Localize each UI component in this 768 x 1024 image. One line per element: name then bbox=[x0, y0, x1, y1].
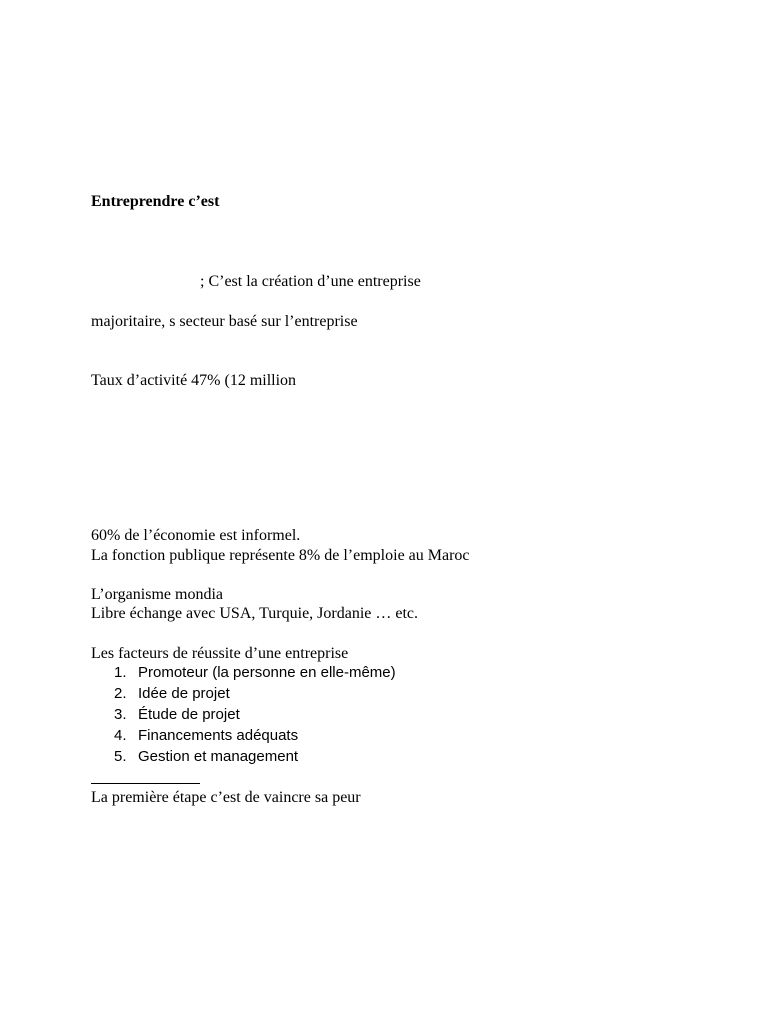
list-item-text: Gestion et management bbox=[138, 748, 299, 765]
list-item-text: Étude de projet bbox=[138, 706, 240, 723]
sector-line: majoritaire, s secteur basé sur l’entreprise bbox=[91, 313, 358, 330]
list-item-number: 5. bbox=[114, 748, 127, 765]
list-item-text: Promoteur (la personne en elle-même) bbox=[138, 664, 396, 681]
list-item-number: 1. bbox=[114, 664, 127, 681]
document-heading: Entreprendre c’est bbox=[91, 193, 220, 210]
list-item-text: Idée de projet bbox=[138, 685, 230, 702]
list-item bbox=[114, 683, 396, 704]
list-item-text: Financements adéquats bbox=[138, 727, 299, 744]
activity-rate-line: Taux d’activité 47% (12 million bbox=[91, 372, 297, 389]
list-item bbox=[114, 725, 396, 746]
list-item bbox=[114, 662, 396, 683]
world-organization-line: L’organisme mondia bbox=[91, 586, 223, 603]
free-trade-line: Libre échange avec USA, Turquie, Jordanie … etc. bbox=[91, 605, 419, 622]
public-sector-line: La fonction publique représente 8% de l’emploie au Maroc bbox=[91, 547, 470, 564]
footnote-text: La première étape c’est de vaincre sa peur bbox=[91, 789, 361, 806]
list-item bbox=[114, 746, 396, 767]
list-item bbox=[114, 704, 396, 725]
success-factors-heading: Les facteurs de réussite d’une entreprise bbox=[91, 645, 349, 662]
success-factors-list bbox=[114, 662, 396, 767]
list-item-number: 4. bbox=[114, 727, 127, 744]
list-item-number: 3. bbox=[114, 706, 127, 723]
informal-economy-line: 60% de l’économie est informel. bbox=[91, 527, 301, 544]
list-item-number: 2. bbox=[114, 685, 127, 702]
footnote-separator bbox=[91, 783, 200, 784]
definition-line: ; C’est la création d’une entreprise bbox=[200, 273, 421, 290]
